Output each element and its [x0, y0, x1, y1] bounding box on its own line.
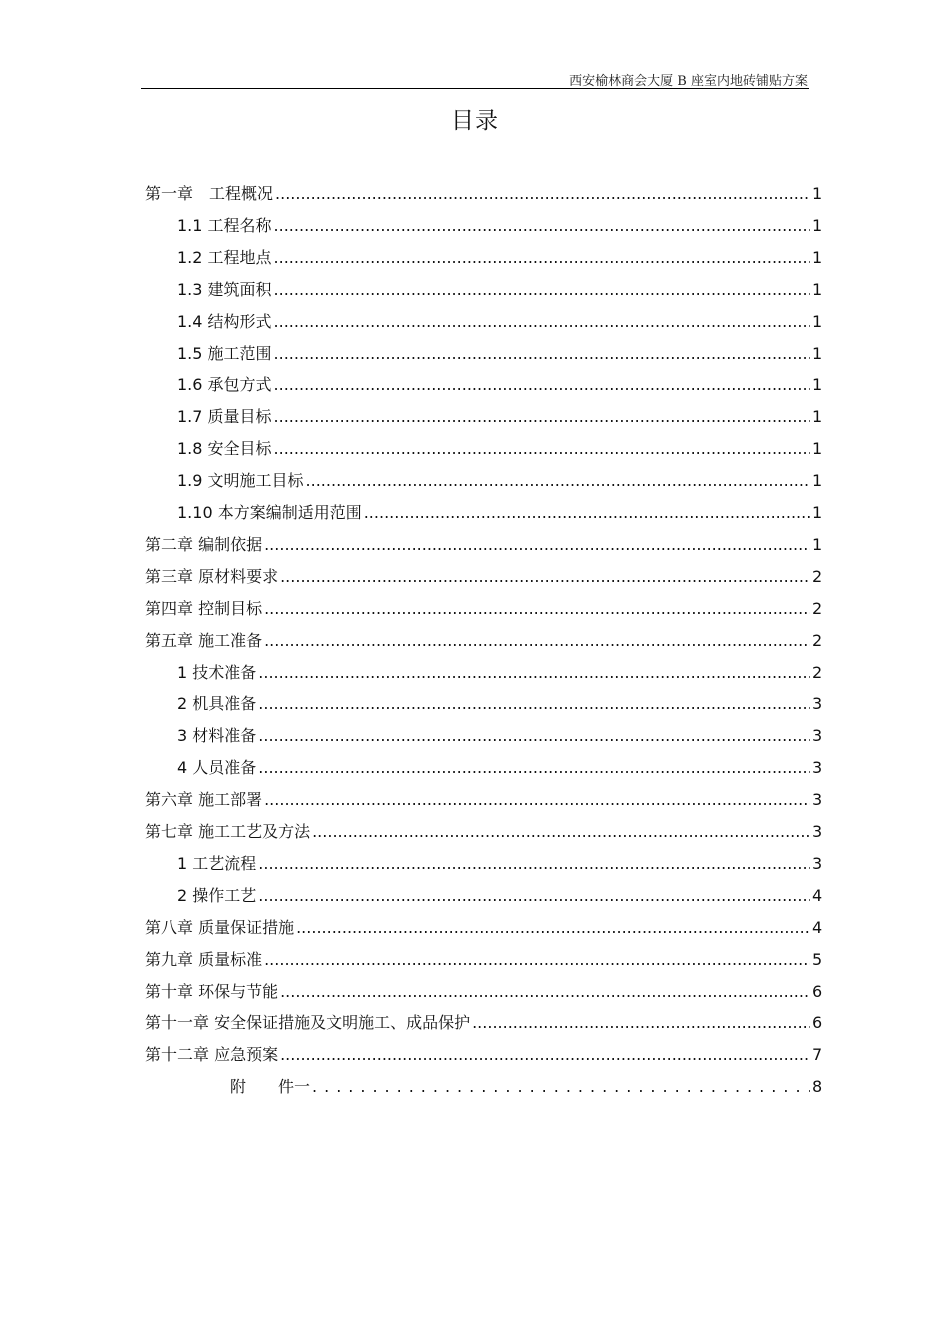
toc-dot-leader [472, 1013, 810, 1033]
toc-dot-leader [274, 248, 810, 268]
toc-dot-leader [264, 599, 810, 619]
toc-entry-page-number: 3 [812, 790, 823, 810]
toc-dot-leader [274, 312, 810, 332]
toc-entry-label: 1.4 结构形式 [177, 311, 272, 331]
toc-entry-label: 第五章 施工准备 [145, 630, 263, 650]
toc-entry-page-number: 1 [812, 343, 823, 363]
toc-entry-label: 第四章 控制目标 [145, 598, 263, 618]
toc-dot-leader [280, 1045, 810, 1065]
toc-dot-leader [274, 439, 810, 459]
toc-entry-page-number: 5 [812, 949, 823, 969]
toc-entry-page-number: 1 [812, 247, 823, 267]
toc-entry-page-number: 3 [812, 726, 823, 746]
toc-entry-label: 1 工艺流程 [177, 853, 257, 873]
toc-dot-leader [274, 407, 810, 427]
toc-dot-leader [312, 822, 810, 842]
toc-entry-label: 1.10 本方案编制适用范围 [177, 503, 362, 522]
toc-entry[interactable] [177, 846, 822, 874]
toc-entry[interactable] [145, 814, 822, 842]
toc-entry[interactable] [177, 686, 822, 714]
toc-entry[interactable] [145, 176, 822, 204]
toc-entry[interactable] [145, 591, 822, 619]
toc-entry-label: 1.7 质量目标 [177, 407, 272, 427]
running-header: 西安榆林商会大厦 B 座室内地砖铺贴方案 [569, 74, 808, 89]
toc-entry-page-number: 1 [812, 471, 823, 491]
toc-entry-page-number: 1 [812, 503, 823, 522]
toc-entry-page-number: 1 [812, 184, 823, 203]
toc-dot-leader [258, 854, 810, 874]
toc-entry-label: 1.6 承包方式 [177, 375, 272, 395]
toc-entry-label: 第七章 施工工艺及方法 [145, 822, 311, 841]
toc-entry[interactable] [145, 559, 822, 587]
toc-entry[interactable] [177, 399, 822, 427]
toc-dot-leader [264, 631, 810, 651]
toc-entry-label: 附 件一 [230, 1077, 311, 1097]
toc-entry[interactable] [177, 463, 822, 491]
toc-entry-label: 第十二章 应急预案 [145, 1045, 279, 1065]
toc-entry[interactable] [177, 750, 822, 778]
toc-entry-label: 2 操作工艺 [177, 885, 257, 905]
toc-entry-label: 1.5 施工范围 [177, 343, 272, 363]
toc-entry-label: 1.2 工程地点 [177, 247, 272, 267]
toc-entry-page-number: 3 [812, 822, 823, 841]
toc-dot-leader [312, 1077, 810, 1097]
toc-entry[interactable] [177, 431, 822, 459]
page-title: 目录 [451, 108, 499, 134]
toc-entry-label: 3 材料准备 [177, 726, 257, 746]
toc-dot-leader [258, 694, 810, 714]
toc-entry-page-number: 1 [812, 279, 823, 299]
toc-entry-page-number: 4 [812, 885, 823, 905]
toc-entry-label: 第三章 原材料要求 [145, 566, 279, 586]
toc-entry[interactable] [177, 208, 822, 236]
toc-dot-leader [258, 758, 810, 778]
toc-entry[interactable] [177, 495, 822, 523]
toc-entry-page-number: 3 [812, 758, 823, 778]
toc-entry-label: 1.9 文明施工目标 [177, 471, 304, 491]
toc-entry[interactable] [177, 240, 822, 268]
toc-dot-leader [364, 503, 810, 523]
toc-entry[interactable] [177, 336, 822, 364]
toc-entry-label: 第十章 环保与节能 [145, 981, 279, 1001]
toc-entry-page-number: 2 [812, 566, 823, 586]
toc-dot-leader [280, 567, 810, 587]
toc-entry[interactable] [177, 878, 822, 906]
toc-dot-leader [296, 918, 810, 938]
toc-entry[interactable] [145, 942, 822, 970]
toc-entry-page-number: 3 [812, 694, 823, 714]
toc-dot-leader [264, 535, 810, 555]
toc-entry[interactable] [145, 974, 822, 1002]
toc-entry[interactable] [145, 782, 822, 810]
toc-entry-page-number: 1 [812, 311, 823, 331]
toc-dot-leader [275, 184, 810, 204]
toc-dot-leader [258, 726, 810, 746]
toc-entry-label: 第二章 编制依据 [145, 534, 263, 554]
toc-entry[interactable] [230, 1069, 822, 1097]
toc-dot-leader [274, 280, 810, 300]
toc-entry-label: 1.1 工程名称 [177, 215, 272, 235]
toc-entry-label: 1 技术准备 [177, 662, 257, 682]
toc-entry-page-number: 1 [812, 375, 823, 395]
toc-entry-label: 第八章 质量保证措施 [145, 917, 295, 937]
toc-entry[interactable] [145, 910, 822, 938]
toc-entry[interactable] [145, 1037, 822, 1065]
toc-entry[interactable] [177, 367, 822, 395]
toc-entry-page-number: 1 [812, 215, 823, 235]
toc-entry[interactable] [177, 304, 822, 332]
toc-entry-label: 2 机具准备 [177, 694, 257, 714]
toc-dot-leader [274, 344, 810, 364]
toc-entry-label: 第十一章 安全保证措施及文明施工、成品保护 [145, 1013, 471, 1033]
toc-entry-page-number: 1 [812, 439, 823, 459]
toc-entry-label: 4 人员准备 [177, 758, 257, 778]
toc-dot-leader [306, 471, 810, 491]
toc-dot-leader [258, 886, 810, 906]
toc-dot-leader [274, 375, 810, 395]
toc-entry[interactable] [145, 527, 822, 555]
toc-entry[interactable] [177, 718, 822, 746]
toc-entry[interactable] [145, 623, 822, 651]
toc-entry-page-number: 2 [812, 598, 823, 618]
toc-entry-page-number: 7 [812, 1045, 823, 1065]
header-divider [141, 88, 809, 89]
toc-entry-label: 1.3 建筑面积 [177, 279, 272, 299]
toc-entry-page-number: 1 [812, 407, 823, 427]
toc-entry-label: 第六章 施工部署 [145, 790, 263, 810]
toc-dot-leader [264, 950, 810, 970]
toc-entry-label: 第九章 质量标准 [145, 949, 263, 969]
toc-dot-leader [280, 982, 810, 1002]
toc-entry-page-number: 1 [812, 534, 823, 554]
toc-entry-page-number: 2 [812, 630, 823, 650]
toc-dot-leader [274, 216, 810, 236]
toc-entry-page-number: 6 [812, 1013, 823, 1033]
toc-dot-leader [264, 790, 810, 810]
toc-entry[interactable] [145, 1005, 822, 1033]
toc-entry-page-number: 2 [812, 662, 823, 682]
toc-entry[interactable] [177, 655, 822, 683]
toc-entry-page-number: 3 [812, 853, 823, 873]
toc-entry-page-number: 4 [812, 917, 823, 937]
toc-entry-label: 第一章 工程概况 [145, 184, 274, 203]
toc-entry-page-number: 8 [812, 1077, 823, 1097]
toc-entry[interactable] [177, 272, 822, 300]
toc-entry-page-number: 6 [812, 981, 823, 1001]
toc-dot-leader [258, 663, 810, 683]
toc-entry-label: 1.8 安全目标 [177, 439, 272, 459]
